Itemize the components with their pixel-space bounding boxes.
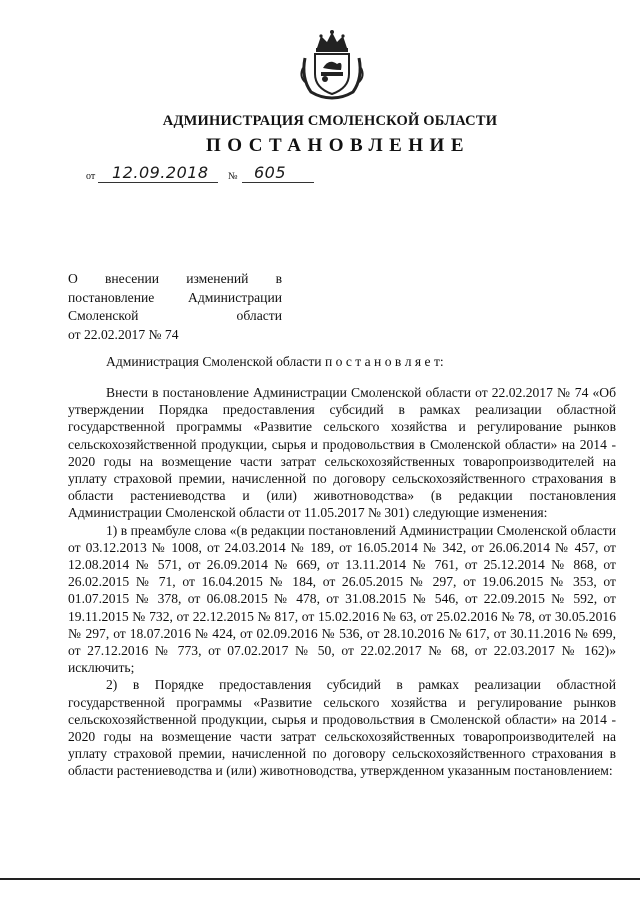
date-prefix: от — [86, 171, 96, 182]
coat-of-arms-emblem — [297, 28, 367, 100]
body-paragraph: 2) в Порядке предоставления субсидий в рамках реализации областной государственной программы «Развитие сельского хозяйства и регулирование рынков сельскохозяйственной продукции, сырья и продовольствия в Смоленской области» на 2014 - 2020 годы на возмещение части затрат сельскохозяйственных товаропроизводителей на уплату страховой премии, начисленной по договору сельскохозяйственного страхования в области растениеводства и (или) животноводства, утвержденном указанным постановлением: — [68, 677, 616, 779]
document-body — [68, 384, 616, 780]
organization-name: АДМИНИСТРАЦИЯ СМОЛЕНСКОЙ ОБЛАСТИ — [162, 113, 498, 129]
subject-line: Смоленской области — [68, 308, 282, 324]
number-underline — [242, 182, 314, 183]
number-prefix: № — [228, 171, 238, 182]
body-paragraph: 1) в преамбуле слова «(в редакции постановлений Администрации Смоленской области от 03.12.2013 № 1008, от 24.03.2014 № 189, от 16.05.2014 № 342, от 26.06.2014 № 457, от 12.08.2014 № 571, от 26.09.2014 № 669, от 13.11.2014 № 761, от 25.12.2014 № 868, от 26.02.2015 № 71, от 16.04.2015 № 184, от 26.05.2015 № 297, от 19.06.2015 № 353, от 01.07.2015 № 378, от 06.08.2015 № 478, от 31.08.2015 № 546, от 22.09.2015 № 592, от 19.11.2015 № 732, от 22.12.2015 № 817, от 15.02.2016 № 63, от 25.02.2016 № 78, от 30.05.2016 № 297, от 18.07.2016 № 424, от 02.09.2016 № 536, от 28.10.2016 № 617, от 30.11.2016 № 699, от 27.12.2016 № 773, от 07.02.2017 № 50, от 22.02.2017 № 68, от 22.03.2017 № 162)» исключить; — [68, 522, 616, 676]
handwritten-number: 605 — [254, 163, 287, 182]
subject-line: от 22.02.2017 № 74 — [68, 326, 179, 342]
subject-line: О внесении изменений в — [68, 271, 282, 286]
subject-line: постановление Администрации — [68, 289, 282, 305]
handwritten-date: 12.09.2018 — [112, 163, 209, 182]
date-underline — [98, 182, 218, 183]
body-paragraph: Внести в постановление Администрации Смоленской области от 22.02.2017 № 74 «Об утверждении Порядка предоставления субсидий в рамках реализации областной государственной программы «Развитие сельского хозяйства и регулирование рынков сельскохозяйственной продукции, сырья и продовольствия в Смоленской области» на 2014 - 2020 годы на возмещение части затрат сельскохозяйственных товаропроизводителей на уплату страховой премии, начисленной по договору сельскохозяйственного страхования в области растениеводства и (или) животноводства» (в редакции постановления Администрации Смоленской области от 11.05.2017 № 301) следующие изменения: — [68, 385, 616, 521]
document-subject — [68, 270, 282, 344]
page-bottom-border — [0, 878, 640, 880]
resolution-lead: Администрация Смоленской области п о с т а н о в л я е т: — [106, 354, 444, 369]
date-number-line — [86, 163, 316, 185]
document-type-title: ПОСТАНОВЛЕНИЕ — [205, 135, 471, 156]
